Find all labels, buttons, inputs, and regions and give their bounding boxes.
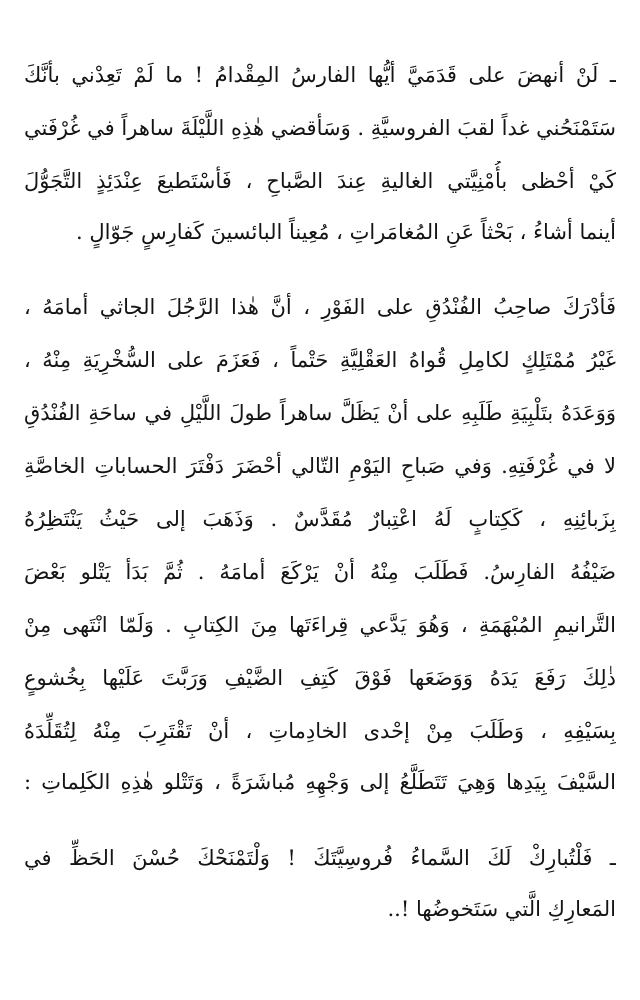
- text-line: السَّيْفَ بِيَدِها وَهِيَ تَتَطَلَّعُ إلى وَجْهِهِ مُباشَرَةً ، وَتَتْلو هٰذِهِ الكَلِماتِ :: [24, 770, 616, 794]
- text-line: ـ لَنْ أنهضَ على قَدَمَيَّ أيُّها الفارسُ المِقْدامُ ! ما لَمْ تَعِدْني بأنَّكَ: [24, 63, 616, 87]
- text-line: لا في غُرْفَتِهِ. وَفي صَباحِ اليَوْمِ التّالي أحْضَرَ دَفْتَرَ الحساباتِ الخاصَّةِ: [24, 454, 616, 478]
- text-line: غَيْرُ مُمْتَلِكٍ لكامِلِ قُواهُ العَقْلِيَّةِ حَتْماً ، فَعَزَمَ على السُّخْرِيَةِ مِنْهُ ،: [24, 348, 616, 372]
- text-line: المَعارِكِ الَّتي سَتَخوضُها !..: [387, 897, 616, 921]
- text-line: وَوَعَدَهُ بتَلْبِيَةِ طَلَبِهِ على أنْ يَظَلَّ ساهراً طولَ اللَّيْلِ في ساحَةِ الفُنْدُقِ: [24, 401, 616, 425]
- text-line: التَّرانيمِ المُبْهَمَةِ ، وَهُوَ يَدَّعي قِراءَتَها مِنَ الكِتابِ . وَلَمّا انْتَهى مِنْ: [24, 613, 616, 637]
- text-line: كَيْ أحْظى بأُمْنِيَّتي الغاليةِ عِندَ الصَّباحِ ، فَأسْتَطيعَ عِنْدَئِذٍ التَّجَوُّلَ: [24, 169, 616, 193]
- text-line: ـ فَلْتُبارِكْ لَكَ السَّماءُ فُروسِيَّتَكَ ! وَلْتَمْنَحْكَ حُسْنَ الحَظِّ في: [24, 846, 616, 870]
- text-line: بِزَبائِنِهِ ، كَكِتابٍ لَهُ اعْتِبارٌ مُقَدَّسٌ . وَذَهَبَ إلى حَيْثُ يَنْتَظِرُهُ: [24, 507, 616, 531]
- text-line: سَتَمْنَحُني غداً لقبَ الفروسيَّةِ . وَسَأقضي هٰذِهِ اللَّيْلَةَ ساهراً في غُرْفَتي: [24, 116, 616, 140]
- text-line: بِسَيْفِهِ ، وَطَلَبَ مِنْ إحْدى الخادِماتِ ، أنْ تَقْتَرِبَ مِنْهُ لِتُقَلِّدَهُ: [24, 719, 616, 743]
- text-line: ضَيْفُهُ الفارِسُ. فَطَلَبَ مِنْهُ أنْ يَرْكَعَ أمامَهُ . ثُمَّ بَدَأ يَتْلو بَعْضَ: [24, 560, 616, 584]
- text-line: فَأدْرَكَ صاحِبُ الفُنْدُقِ على الفَوْرِ ، أنَّ هٰذا الرَّجُلَ الجاثي أمامَهُ ،: [24, 295, 616, 319]
- text-line: أينما أشاءُ ، بَحْثاً عَنِ المُغامَراتِ ، مُعِيناً البائسينَ كَفارِسٍ جَوّالٍ .: [76, 220, 616, 244]
- text-line: ذٰلِكَ رَفَعَ يَدَهُ وَوَضَعَها فَوْقَ كَتِفِ الضَّيْفِ وَرَبَّتَ عَلَيْها بِخُشوعٍ: [24, 666, 616, 690]
